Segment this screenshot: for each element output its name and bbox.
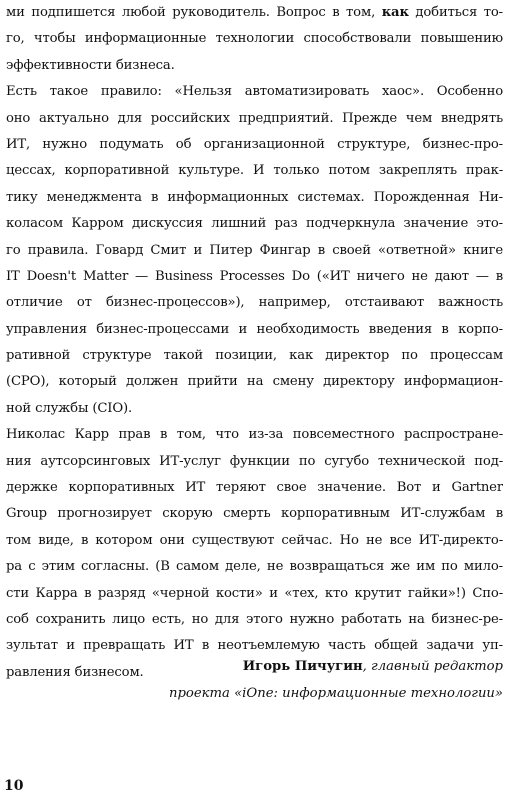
text-line: отличие от бизнес-процессов»), например, отстаивают важность	[6, 295, 503, 311]
text-line: Group прогнозирует скорую смерть корпоративным ИТ-службам в	[6, 506, 503, 522]
bold-word: как	[381, 5, 409, 20]
text-line: зультат и превращать ИТ в неотъемлемую часть общей задачи уп-	[6, 638, 503, 654]
text-line	[6, 0, 503, 26]
text-line: сти Карра в разряд «черной кости» и «тех, кто крутит гайки»!) Спо-	[6, 585, 503, 601]
text-segment: ми подпишется любой руководитель. Вопрос в том,	[6, 5, 382, 20]
text-line: оно актуально для российских предприятий. Прежде чем внедрять	[6, 110, 503, 126]
author-name: Игорь Пичугин	[242, 659, 363, 674]
text-line: го правила. Говард Смит и Питер Фингар в своей «ответной» книге	[6, 242, 503, 258]
text-line: цессах, корпоративной культуре. И только потом закреплять прак-	[6, 163, 503, 179]
page-number: 10	[4, 778, 24, 794]
project-line: проекта «iOne: информационные технологии»	[169, 686, 503, 701]
text-line: Николас Карр прав в том, что из-за повсеместного распростране-	[6, 427, 503, 443]
text-line: (CPO), который должен прийти на смену директору информацион-	[6, 374, 503, 390]
author-role: , главный редактор	[362, 659, 503, 674]
text-line: равления бизнесом.	[6, 664, 144, 680]
text-line: IT Doesn't Matter — Business Processes Do («ИТ ничего не дают — в	[6, 268, 503, 284]
text-line: ния аутсорсинговых ИТ-услуг функции по сугубо технической под-	[6, 453, 503, 469]
text-segment: добиться то-	[408, 5, 503, 20]
signature-line	[243, 654, 503, 680]
text-line: коласом Карром дискуссия лишний раз подчеркнула значение это-	[6, 216, 503, 232]
text-line: ра с этим согласны. (В самом деле, не возвращаться же им по мило-	[6, 559, 503, 575]
text-line: держке корпоративных ИТ теряют свое значение. Вот и Gartner	[6, 480, 503, 496]
document-body	[6, 0, 503, 686]
text-line: Есть такое правило: «Нельзя автоматизировать хаос». Особенно	[6, 84, 503, 100]
text-line: соб сохранить лицо есть, но для этого нужно работать на бизнес-ре-	[6, 611, 503, 627]
text-line: ной службы (CIO).	[6, 400, 133, 416]
text-line: ИТ, нужно подумать об организационной структуре, бизнес-про-	[6, 136, 503, 152]
text-line: ративной структуре такой позиции, как директор по процессам	[6, 348, 503, 364]
text-line: том виде, в котором они существуют сейчас. Но не все ИТ-директо-	[6, 532, 503, 548]
text-line: тику менеджмента в информационных системах. Порожденная Ни-	[6, 189, 503, 205]
text-line: эффективности бизнеса.	[6, 57, 175, 73]
text-line: управления бизнес-процессами и необходимость введения в корпо-	[6, 321, 503, 337]
text-line: го, чтобы информационные технологии способствовали повышению	[6, 31, 503, 47]
